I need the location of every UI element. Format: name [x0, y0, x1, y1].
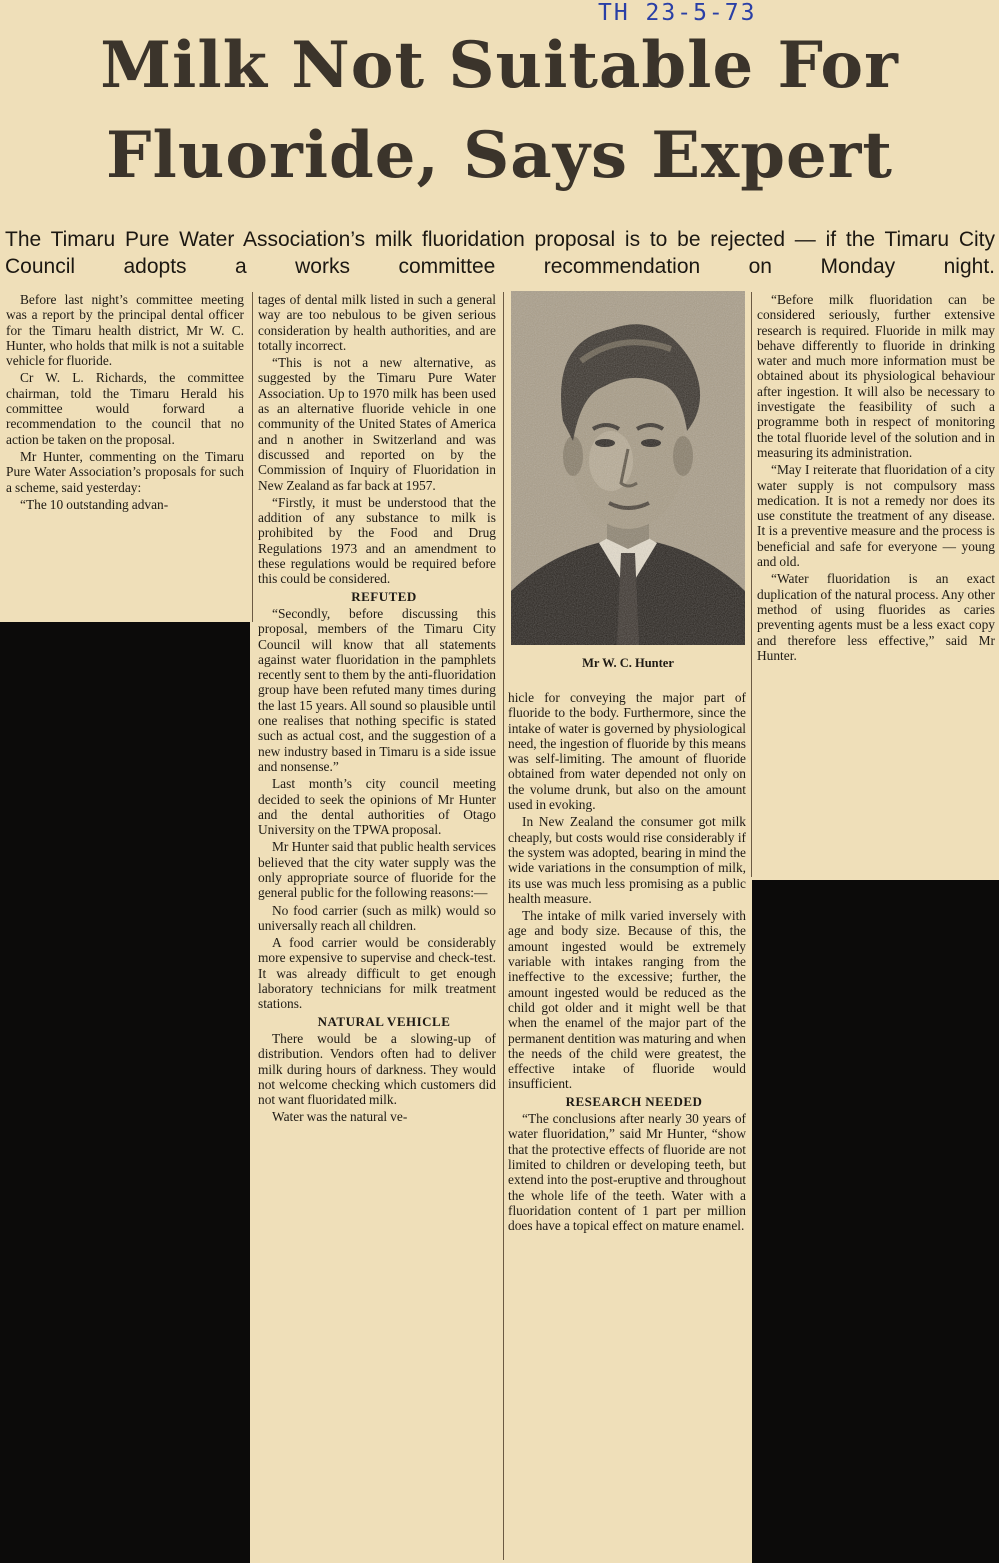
- paragraph: There would be a slowing-up of distribution. Vendors often had to deliver milk during hours of darkness. They would not welcome checking which customers did not want fluoridated milk.: [258, 1030, 496, 1108]
- portrait-photo: [511, 291, 745, 645]
- paragraph: “Water fluoridation is an exact duplication of the natural process. Any other method of using fluorides as caries preventing agents must be a less exact copy and therefore less effective,” said Mr Hunter.: [757, 571, 995, 663]
- headline-line-2: Fluoride, Says Expert: [106, 118, 893, 193]
- subheading-research-needed: RESEARCH NEEDED: [565, 1093, 703, 1109]
- paragraph: “The 10 outstanding advan-: [20, 496, 169, 512]
- column-rule-2: [503, 292, 504, 1560]
- subheading-refuted: REFUTED: [351, 588, 417, 604]
- column-rule-3: [751, 292, 752, 877]
- paragraph: Last month’s city council meeting decided to seek the opinions of Mr Hunter and the dental authorities of Otago University on the TPWA proposal.: [258, 776, 496, 838]
- scan-background-right: [750, 878, 999, 1563]
- paragraph: Mr Hunter, commenting on the Timaru Pure Water Association’s proposals for such a scheme, said yesterday:: [6, 448, 244, 495]
- paragraph: hicle for conveying the major part of fluoride to the body. Furthermore, since the intake of water is governed by physiological need, the ingestion of fluoride by this means was self-limiting. The amount of fluoride obtained from water depended not only on the volume drunk, but also on the amount used in evoking.: [508, 690, 746, 813]
- paragraph: tages of dental milk listed in such a general way are too nebulous to be given serious consideration by health authorities, and are totally incorrect.: [258, 292, 496, 353]
- paragraph: “Before milk fluoridation can be considered seriously, further extensive research is required. Fluoride in milk may behave differently to fluoride in drinking water and much more information must be obtained about its physiological behaviour after ingestion. It will also be necessary to investigate the feasibility of such a programme both in respect of monitoring the total fluoride level of the solution and in measuring its administration.: [757, 292, 995, 460]
- paragraph: No food carrier (such as milk) would so universally reach all children.: [258, 902, 496, 933]
- paragraph: Before last night’s committee meeting was a report by the principal dental officer for the Timaru health district, Mr W. C. Hunter, who holds that milk is not a suitable vehicle for fluoride.: [6, 292, 244, 369]
- article-column-4: [757, 292, 995, 665]
- paragraph: “Secondly, before discussing this proposal, members of the Timaru City Council will know that all statements against water fluoridation in the pamphlets recently sent to them by the anti-fluoridation group have been refuted many times during the last 15 years. All sound so plausible until one realises that nothing specific is stated such as actual cost, and the suggestion of a new industry based in Timaru is a side issue and nonsense.”: [258, 605, 496, 774]
- article-column-1: [6, 292, 244, 514]
- subheading-natural-vehicle: NATURAL VEHICLE: [317, 1013, 451, 1029]
- paragraph: Water was the natural ve-: [272, 1109, 408, 1125]
- paragraph: “The conclusions after nearly 30 years of water fluoridation,” said Mr Hunter, “show that the protective effects of fluoride are not limited to children or developing teeth, but extend into the post-eruptive and throughout the whole life of the teeth. Water with a fluoridation content of 1 part per million does have a topical effect on mature enamel.: [508, 1111, 746, 1234]
- paragraph: Mr Hunter said that public health services believed that the city water supply was the only appropriate source of fluoride for the general public for the following reasons:—: [258, 839, 496, 901]
- paragraph: “May I reiterate that fluoridation of a city water supply is not compulsory mass medication. It is not a remedy nor does its use constitute the treatment of any disease. It is a preventive measure and the process is beneficial and safe for everyone — young and old.: [757, 462, 995, 570]
- paragraph: “This is not a new alternative, as suggested by the Timaru Pure Water Association. Up to 1970 milk has been used as an alternative fluoride vehicle in one community of the United States of America and n another in Switzerland and was discussed and reported on by the Commission of Inquiry of Fluoridation in New Zealand as far back at 1957.: [258, 355, 496, 493]
- paragraph: “Firstly, it must be understood that the addition of any substance to milk is prohibited by the Food and Drug Regulations 1973 and an amendment to these regulations would be required before this could be considered.: [258, 494, 496, 587]
- column-rule-1: [252, 292, 253, 622]
- paragraph: Cr W. L. Richards, the committee chairman, told the Timaru Herald his committee would forward a recommendation to the council that no action be taken on the proposal.: [6, 370, 244, 447]
- paragraph: The intake of milk varied inversely with age and body size. Because of this, the amount ingested would be extremely variable with intakes ranging from the ineffective to the excessive; further, the amount ingested would be reduced as the child got older and it might well be that when the enamel of the major part of the permanent dentition was maturing and when the needs of the child were greatest, the effective intake of fluoride would insufficient.: [508, 908, 746, 1092]
- article-column-2: [258, 292, 496, 1127]
- handwritten-dateline: TH 23-5-73: [598, 0, 757, 26]
- paragraph: In New Zealand the consumer got milk cheaply, but costs would rise considerably if the system was adopted, bearing in mind the wide variations in the consumption of milk, its use was much less promising as a public health measure.: [508, 814, 746, 906]
- standfirst: The Timaru Pure Water Association’s milk fluoridation proposal is to be rejected — if the Timaru City Council adopts a works committee recommendation on Monday night.: [5, 228, 995, 278]
- headline-line-1: Milk Not Suitable For: [100, 28, 899, 103]
- paragraph: A food carrier would be considerably more expensive to supervise and check-test. It was already difficult to get enough laboratory technicians for milk treatment stations.: [258, 935, 496, 1012]
- article-column-3: [508, 690, 746, 1235]
- photo-caption: Mr W. C. Hunter: [582, 656, 674, 670]
- scan-background-left: [0, 620, 252, 1563]
